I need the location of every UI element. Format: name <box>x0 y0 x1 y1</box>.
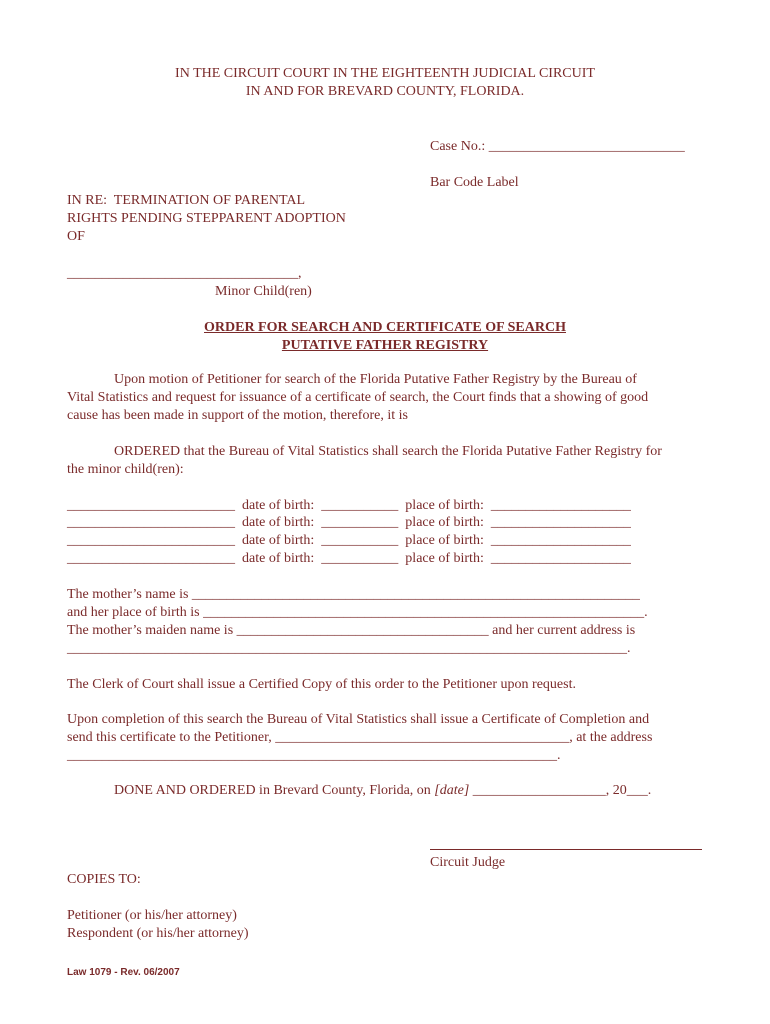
signature-line <box>430 849 702 850</box>
mother-maiden-name-line: The mother’s maiden name is ____________________________________ and her current address is <box>67 623 636 638</box>
circuit-judge-label: Circuit Judge <box>430 855 506 870</box>
motion-paragraph-line2: Vital Statistics and request for issuance of a certificate of search, the Court finds that a showing of good <box>67 390 649 405</box>
copies-to-heading: COPIES TO: <box>67 872 141 887</box>
form-number: Law 1079 - Rev. 06/2007 <box>67 967 180 978</box>
mother-birthplace-line: and her place of birth is _______________________________________________________________. <box>67 605 648 620</box>
motion-paragraph-line1: Upon motion of Petitioner for search of the Florida Putative Father Registry by the Bureau of <box>114 372 637 387</box>
done-date-placeholder: [date] <box>434 783 470 798</box>
child-row: ________________________ date of birth: ___________ place of birth: ____________________ <box>67 498 631 513</box>
court-header-line2: IN AND FOR BREVARD COUNTY, FLORIDA. <box>245 84 525 99</box>
bar-code-label: Bar Code Label <box>430 175 519 190</box>
ordered-paragraph-line2: the minor child(ren): <box>67 462 184 477</box>
child-row: ________________________ date of birth: ___________ place of birth: ____________________ <box>67 533 631 548</box>
child-row: ________________________ date of birth: ___________ place of birth: ____________________ <box>67 515 631 530</box>
ordered-paragraph-line1: ORDERED that the Bureau of Vital Statistics shall search the Florida Putative Father Registry for <box>114 444 662 459</box>
order-title-line2: PUTATIVE FATHER REGISTRY <box>281 338 489 353</box>
case-number: Case No.: ____________________________ <box>430 139 685 154</box>
order-title-line1: ORDER FOR SEARCH AND CERTIFICATE OF SEARCH <box>204 320 566 335</box>
in-re-line3: OF <box>67 229 85 244</box>
child-name-blank: _________________________________, <box>67 266 302 281</box>
mother-name-line: The mother’s name is ________________________________________________________________ <box>67 587 640 602</box>
done-and-ordered-line <box>114 782 651 800</box>
copies-petitioner: Petitioner (or his/her attorney) <box>67 908 237 923</box>
in-re-line2: RIGHTS PENDING STEPPARENT ADOPTION <box>67 211 346 226</box>
completion-paragraph-line1: Upon completion of this search the Bureau of Vital Statistics shall issue a Certificate of Completion and <box>67 712 650 727</box>
court-header-line1: IN THE CIRCUIT COURT IN THE EIGHTEENTH JUDICIAL CIRCUIT <box>175 66 595 81</box>
motion-paragraph-line3: cause has been made in support of the motion, therefore, it is <box>67 408 408 423</box>
done-prefix: DONE AND ORDERED in Brevard County, Florida, on <box>114 783 435 798</box>
minor-children-label: Minor Child(ren) <box>215 284 312 299</box>
completion-paragraph-line2: send this certificate to the Petitioner, __________________________________________, at the address <box>67 730 653 745</box>
mother-address-line: ________________________________________________________________________________. <box>67 641 631 656</box>
copies-respondent: Respondent (or his/her attorney) <box>67 926 249 941</box>
child-row: ________________________ date of birth: ___________ place of birth: ____________________ <box>67 551 631 566</box>
done-suffix: ___________________, 20___. <box>469 783 652 798</box>
clerk-paragraph: The Clerk of Court shall issue a Certified Copy of this order to the Petitioner upon request. <box>67 677 576 692</box>
in-re-line1: IN RE: TERMINATION OF PARENTAL <box>67 193 306 208</box>
completion-paragraph-line3: ______________________________________________________________________. <box>67 748 561 763</box>
